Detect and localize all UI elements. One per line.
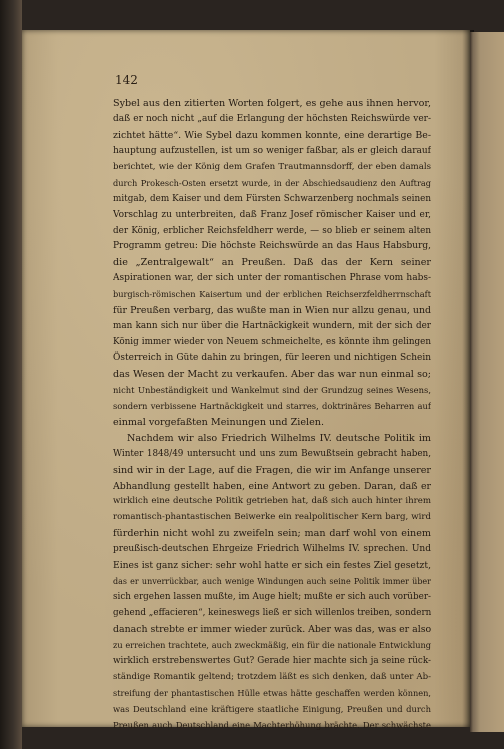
text-line: ständige Romantik geltend; trotzdem läßt es sich denken, daß unter Ab- — [113, 671, 431, 682]
text-line: einmal vorgefaßten Meinungen und Zielen. — [113, 416, 324, 428]
text-line: sich ergehen lassen mußte, im Auge hielt; mußte er sich auch vorüber- — [113, 592, 431, 603]
text-line: was Deutschland eine kräftigere staatliche Einigung, Preußen und durch — [113, 703, 431, 714]
text-line: der König, erblicher Reichsfeldherr werde, — so blieb er seinem alten — [113, 225, 431, 236]
text-line: gehend „effacieren“, keineswegs ließ er sich willenlos treiben, sondern — [113, 608, 431, 618]
text-line: sind wir in der Lage, auf die Fragen, die wir im Anfange unserer — [113, 464, 431, 476]
page-number: 142 — [115, 73, 138, 87]
text-line: nicht Unbeständigkeit und Wankelmut sind der Grundzug seines Wesens, — [113, 384, 431, 395]
text-line: Programm getreu: Die höchste Reichswürde an das Haus Habsburg, — [113, 241, 431, 252]
text-line: Nachdem wir also Friedrich Wilhelms IV. deutsche Politik im — [127, 432, 431, 444]
text-line: preußisch-deutschen Ehrgeize Friedrich Wilhelms IV. sprechen. Und — [113, 544, 431, 555]
text-line: Winter 1848/49 untersucht und uns zum Bewußtsein gebracht haben, — [113, 448, 431, 459]
text-line: wirklich erstrebenswertes Gut? Gerade hier machte sich ja seine rück- — [113, 655, 431, 666]
text-line: zu erreichen trachtete, auch zweckmäßig, ein für die nationale Entwicklung — [113, 639, 431, 650]
facing-page-edge — [470, 32, 504, 732]
text-line: Österreich in Güte dahin zu bringen, für leeren und nichtigen Schein — [113, 353, 431, 363]
text-line: streifung der phantastischen Hülle etwas hätte geschaffen werden können, — [113, 687, 431, 698]
text-line: sondern verbissene Hartnäckigkeit und starres, doktrinäres Beharren auf — [113, 400, 431, 411]
text-line: fürderhin nicht wohl zu zweifeln sein; man darf wohl von einem — [113, 528, 431, 540]
text-line: König immer wieder von Neuem schmeichelte, es könnte ihm gelingen — [113, 337, 431, 348]
text-line: berichtet, wie der König dem Grafen Trautmannsdorff, der eben damals — [113, 161, 431, 172]
text-line: wirklich eine deutsche Politik getrieben hat, daß sich auch hinter ihrem — [113, 496, 431, 507]
text-line: durch Prokesch-Osten ersetzt wurde, in der Abschiedsaudienz den Auftrag — [113, 177, 431, 188]
text-line: für Preußen verbarg, das wußte man in Wien nur allzu genau, und — [113, 305, 431, 317]
text-line: Abhandlung gestellt haben, eine Antwort zu geben. Daran, daß er — [113, 480, 431, 492]
text-line: das Wesen der Macht zu verkaufen. Aber das war nun einmal so; — [113, 368, 431, 380]
book-edge-left — [0, 0, 22, 749]
text-line: die „Zentralgewalt“ an Preußen. Daß das der Kern seiner — [113, 257, 431, 269]
text-line: romantisch-phantastischen Beiwerke ein realpolitischer Kern barg, wird — [113, 512, 431, 523]
text-line: mitgab, dem Kaiser und dem Fürsten Schwarzenberg nochmals seinen — [113, 193, 431, 204]
text-line: Preußen auch Deutschland eine Machterhöhung brächte. Der schwächste — [113, 719, 431, 730]
text-line: Aspirationen war, der sich unter der romantischen Phrase vom habs- — [113, 273, 431, 284]
text-line: Eines ist ganz sicher: sehr wohl hatte er sich ein festes Ziel gesetzt, — [113, 560, 431, 572]
text-line: man kann sich nur über die Hartnäckigkeit wundern, mit der sich der — [113, 321, 431, 332]
text-line: danach strebte er immer wieder zurück. Aber was das, was er also — [113, 623, 431, 635]
text-line: hauptung aufzustellen, ist um so weniger faßbar, als er gleich darauf — [113, 145, 431, 156]
text-line: das er unverrückbar, auch wenige Windungen auch seine Politik immer über — [113, 577, 431, 587]
text-line: Sybel aus den zitierten Worten folgert, es gehe aus ihnen hervor, — [113, 98, 431, 109]
text-line: zichtet hätte“. Wie Sybel dazu kommen konnte, eine derartige Be- — [113, 129, 431, 141]
text-line: Vorschlag zu unterbreiten, daß Franz Josef römischer Kaiser und er, — [113, 209, 431, 220]
text-line: daß er noch nicht „auf die Erlangung der höchsten Reichswürde ver- — [113, 113, 431, 124]
text-line: burgisch-römischen Kaisertum und der erblichen Reichserzfeldherrnschaft — [113, 289, 431, 300]
body-text — [113, 96, 431, 734]
